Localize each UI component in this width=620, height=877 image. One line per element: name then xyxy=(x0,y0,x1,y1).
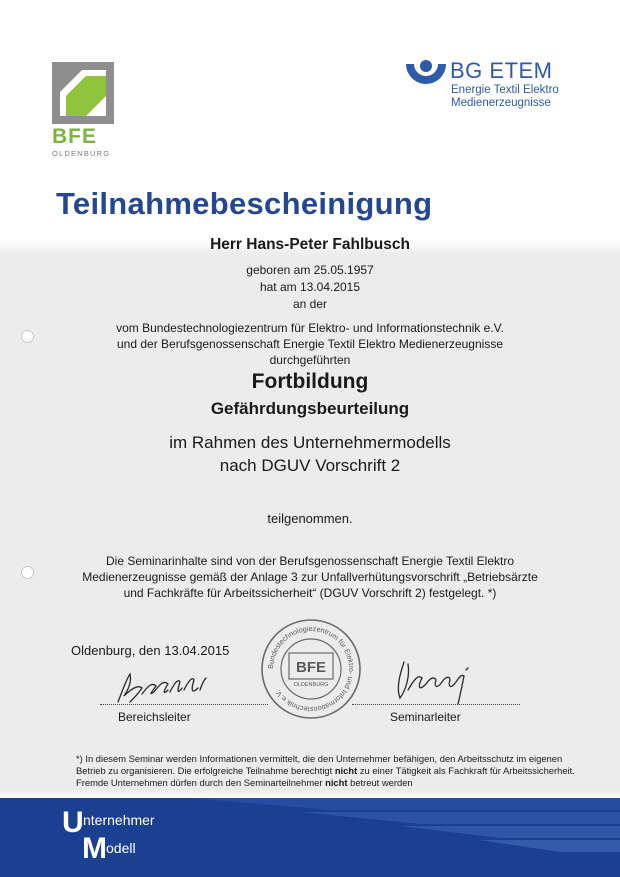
organizer-line: und der Berufsgenossenschaft Energie Textil Elektro Medienerzeugnisse xyxy=(116,337,503,351)
official-stamp xyxy=(259,617,363,726)
um-logo-letter: M xyxy=(82,832,107,865)
stamp-seal-icon xyxy=(259,617,363,721)
bfe-logo-city: OLDENBURG xyxy=(52,149,111,158)
svg-text:Bundestechnologiezentrum für E: Bundestechnologiezentrum für Elektro- und Informationstechnik e.V. xyxy=(265,623,357,715)
bg-etem-subtitle: Medienerzeugnisse xyxy=(451,97,551,109)
bg-etem-logo xyxy=(404,56,604,116)
certificate-title: Teilnahmebescheinigung xyxy=(56,186,433,221)
seminar-note-line: Medienerzeugnisse gemäß der Anlage 3 zur Unfallverhütungsvorschrift „Betriebsärzte xyxy=(82,570,538,584)
seminar-note xyxy=(0,553,620,601)
footnote-line: Fremde Unternehmen dürfen durch den Seminarteilnehmer nicht betreut werden xyxy=(76,777,413,788)
signature-right-icon xyxy=(388,650,484,706)
seminar-note-line: und Fachkräfte für Arbeitssicherheit“ (DGUV Vorschrift 2) festgelegt. *) xyxy=(123,586,497,600)
course-context: nach DGUV Vorschrift 2 xyxy=(219,456,401,475)
role-bereichsleiter: Bereichsleiter xyxy=(118,710,191,724)
bfe-logo-letters: BFE xyxy=(52,125,97,148)
footnote-line: *) In diesem Seminar werden Informationen vermittelt, die den Unternehmer befähigen, den Arbeitsschutz im eigenen xyxy=(76,753,563,764)
course-context: im Rahmen des Unternehmermodells xyxy=(169,433,451,452)
footnote xyxy=(76,753,596,789)
um-logo-text: odell xyxy=(106,840,136,856)
connector-text: an der xyxy=(292,297,328,311)
bg-etem-mark-icon xyxy=(404,56,448,100)
signature-line-left xyxy=(100,704,268,705)
bg-etem-subtitle: Energie Textil Elektro xyxy=(451,84,559,96)
participant-name: Herr Hans-Peter Fahlbusch xyxy=(210,236,410,253)
footnote-line: Betrieb zu organisieren. Die erfolgreiche Teilnahme berechtigt nicht zu einer Tätigkeit als Fachkraft für Arbeitssicherheit. xyxy=(76,765,575,776)
place-date: Oldenburg, den 13.04.2015 xyxy=(71,643,230,658)
course-topic: Gefährdungsbeurteilung xyxy=(210,399,410,418)
birth-date: geboren am 25.05.1957 xyxy=(246,263,374,277)
signature-line-right xyxy=(352,704,520,705)
um-logo-text: nternehmer xyxy=(83,812,155,828)
course-date: hat am 13.04.2015 xyxy=(259,280,361,294)
bfe-logo xyxy=(52,62,114,158)
organizer-line: vom Bundestechnologiezentrum für Elektro- und Informationstechnik e.V. xyxy=(116,321,504,335)
course-type: Fortbildung xyxy=(251,370,369,393)
bfe-mark-icon xyxy=(52,62,114,124)
role-seminarleiter: Seminarleiter xyxy=(390,710,461,724)
organizer-line: durchgeführten xyxy=(269,353,351,367)
um-logo-letter: U xyxy=(62,806,84,839)
bg-etem-name: BG ETEM xyxy=(450,58,553,83)
signature-left-icon xyxy=(112,668,212,706)
svg-text:OLDENBURG: OLDENBURG xyxy=(293,682,329,688)
unternehmermodell-logo xyxy=(62,806,202,866)
seminar-note-line: Die Seminarinhalte sind von der Berufsgenossenschaft Energie Textil Elektro xyxy=(106,554,514,568)
participated-text: teilgenommen. xyxy=(267,511,353,526)
svg-text:BFE: BFE xyxy=(296,659,326,676)
